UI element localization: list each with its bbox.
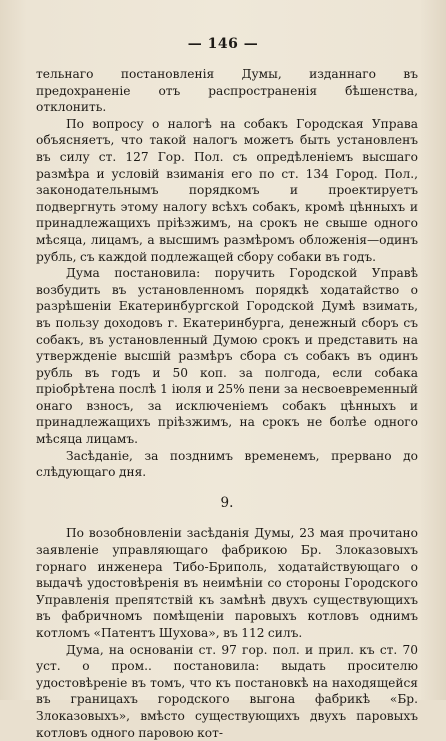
paragraph-session-resumed: По возобновленіи засѣданія Думы, 23 мая прочитано заявленіе управляющаго фабрикою Бр. Злоказовыхъ горнаго инженера Тибо-Бриполь, ходатайствующаго о выдачѣ удостовѣренія въ неимѣніи со стороны Городского Управленія препятствій къ замѣнѣ двухъ существующихъ въ фабричномъ помѣщеніи паровыхъ котловъ однимъ котломъ «Патентъ Шухова», въ 112 силъ. bbox=[36, 526, 418, 640]
paragraph-continuation: тельнаго постановленія Думы, изданнаго въ предохраненіе отъ распространенія бѣшенства, отклонить. bbox=[36, 67, 418, 115]
page-number: — 146 — bbox=[187, 36, 259, 52]
paragraph-boiler-resolution: Дума, на основаніи ст. 97 гор. пол. и прил. къ ст. 70 уст. о пром.. постановила: выдать просителю удостовѣреніе въ томъ, что къ постановкѣ на находящейся въ границахъ городского выгона фабрикѣ «Бр. Злоказовыхъ», вмѣсто существующихъ двухъ паровыхъ котловъ одного паровою кот- bbox=[36, 642, 418, 740]
paragraph-dog-tax: По вопросу о налогѣ на собакъ Городская Управа объясняетъ, что такой налогъ можетъ быть установленъ въ силу ст. 127 Гор. Пол. съ опредѣленіемъ высшаго размѣра и условій взиманія его по ст. 134 Город. Пол., законодательнымъ порядкомъ и проектируетъ подвергнуть этому налогу всѣхъ собакъ, кромѣ цѣнныхъ и принадлежащихъ пріѣзжимъ, на срокъ не свыше одного мѣсяца, лицамъ, а высшимъ размѣромъ обложенія—одинъ рубль, съ каждой подлежащей сбору собаки въ годъ. bbox=[36, 116, 418, 264]
paragraph-duma-resolution: Дума постановила: поручить Городской Управѣ возбудить въ установленномъ порядкѣ ходатайство о разрѣшеніи Екатеринбургской Городской Думѣ взимать, въ пользу доходовъ г. Екатеринбурга, денежный сборъ съ собакъ, въ установленный Думою срокъ и представить на утвержденіе высшій размѣръ сбора съ собакъ въ одинъ рубль въ годъ и 50 коп. за полгода, если собака пріобрѣтена послѣ 1 іюля и 25% пени за несвоевременный онаго взносъ, за исключеніемъ собакъ цѣнныхъ и принадлежащихъ пріѣзжимъ, на срокъ не болѣе одного мѣсяца лицамъ. bbox=[36, 266, 418, 447]
body-text bbox=[36, 66, 418, 741]
section-number: 9. bbox=[220, 494, 234, 511]
paragraph-session-adjourned: Засѣданіе, за позднимъ временемъ, прервано до слѣдующаго дня. bbox=[36, 448, 418, 480]
